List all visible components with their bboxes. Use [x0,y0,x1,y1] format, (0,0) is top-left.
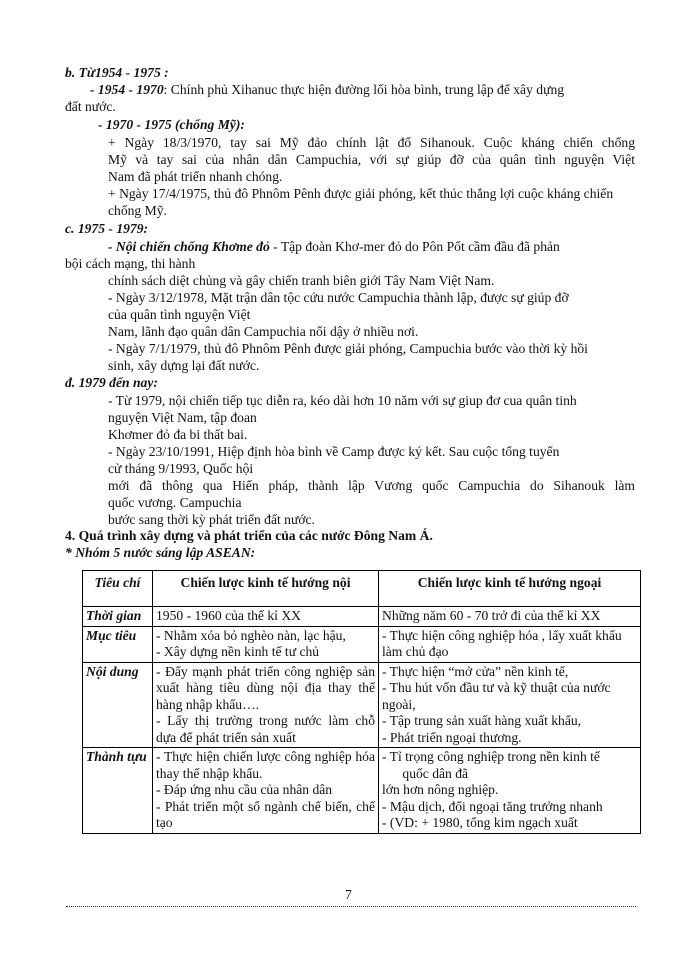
cell-line: - Nhằm xóa bỏ nghèo nàn, lạc hậu, [156,627,346,643]
row-inward [153,748,379,834]
cell-line: - Tập trung sản xuất hàng xuất khẩu, [382,713,582,728]
cell-line: - Phát triển một số ngành chế biến, chế tạo [156,798,375,830]
row-outward [379,607,641,627]
section-c-line4: - Ngày 3/12/1978, Mặt trận dân tộc cứu nước Campuchia thành lập, được sự giúp đỡ [108,290,569,305]
row-inward [153,607,379,627]
section-b-p1 [90,81,635,98]
cell-line: - Tỉ trọng công nghiệp trong nền kinh tế [382,749,600,764]
section-b-p1-line2: đất nước. [65,99,116,114]
header-criterion: Tiêu chí [83,571,153,607]
cell-line: 1950 - 1960 của thế kỉ XX [156,608,301,623]
section-d-line7: quốc vương. Campuchia [108,495,242,510]
section-4-subheading: * Nhóm 5 nước sáng lập ASEAN: [65,545,256,560]
cell-line: - Lấy thị trường trong nước làm chỗ dựa để phát triển sản xuất [156,713,375,745]
table-header-row [83,571,641,607]
section-b-p2-label: - 1970 - 1975 (chống Mỹ): [98,117,245,132]
section-d-heading: đ. 1979 đến nay: [65,375,158,390]
strategy-comparison-table [82,570,641,834]
section-c-line5: của quân tình nguyện Việt [108,307,251,322]
header-outward: Chiến lược kinh tế hướng ngoại [379,571,641,607]
section-b-p2-line2: Mỹ và tay sai của nhân dân Campuchia, với sự giúp đỡ của quân tình nguyện Việt [108,152,635,167]
cell-line: - Đẩy mạnh phát triển công nghiệp sản xuất hàng tiêu dùng nội địa thay thế hàng nhập khẩu…. [156,663,375,712]
section-d-line1: - Từ 1979, nội chiến tiếp tục diễn ra, kéo dài hơn 10 năm với sự giup đơ cua quân tinh [108,393,577,408]
section-b-p2-line3: Nam đã phát triển nhanh chóng. [108,169,283,184]
table-row [83,607,641,627]
header-inward: Chiến lược kinh tế hướng nội [153,571,379,607]
cell-line: - (VD: + 1980, tổng kim ngạch xuất [382,815,578,830]
cell-line: - Xây dựng nền kinh tế tư chủ [156,644,320,659]
cell-line: - Đáp ứng nhu cầu của nhân dân [156,782,333,797]
section-b-heading: b. Từ1954 - 1975 : [65,65,169,80]
table-row [83,748,641,834]
row-inward [153,626,379,662]
section-d-line8: bước sang thời kỳ phát triển đất nước. [108,512,315,527]
section-c-line7: - Ngày 7/1/1979, thủ đô Phnôm Pênh được giải phóng, Campuchia bước vào thời kỳ hồi [108,341,588,356]
row-criterion: Thành tựu [83,748,153,834]
cell-line: - Thực hiện chiến lược công nghiệp hóa thay thế nhập khẩu. [156,749,375,781]
table-row [83,662,641,748]
cell-line: - Thu hút vốn đầu tư và kỹ thuật của nước ngoài, [382,680,611,712]
row-criterion: Mục tiêu [83,626,153,662]
section-b-p2-line5: chống Mỹ. [108,203,167,218]
section-c-line1 [108,238,635,255]
section-d-line6: mới đã thông qua Hiến pháp, thành lập Vương quốc Campuchia do Sihanouk làm [108,478,635,493]
page-number: 7 [345,887,352,902]
section-d-line2: nguyện Việt Nam, tập đoan [108,410,257,425]
section-c-line1-text: - Tập đoàn Khơ-mer đỏ do Pôn Pốt cầm đầu đã phản [269,239,560,254]
cell-line: - Phát triển ngoại thương. [382,729,522,745]
row-outward [379,748,641,834]
section-c-line3: chính sách diệt chủng và gây chiến tranh biên giới Tây Nam Việt Nam. [108,273,495,288]
row-criterion: Nội dung [83,662,153,748]
row-criterion: Thời gian [83,607,153,627]
section-b-p2-line1: + Ngày 18/3/1970, tay sai Mỹ đảo chính lật đổ Sihanouk. Cuộc kháng chiến chống [108,135,635,150]
section-4-heading: 4. Quá trình xây dựng và phát triển của các nước Đông Nam Á. [65,528,433,543]
row-outward [379,662,641,748]
section-c-line8: sinh, xây dựng lại đất nước. [108,358,260,373]
row-inward [153,662,379,748]
table-row [83,626,641,662]
section-d-line3: Khơmer đỏ đa bi thất bai. [108,427,248,442]
cell-line: - Thực hiện “mở cửa” nền kinh tế, [382,663,569,679]
cell-line: quốc dân đã [382,765,469,781]
cell-line: - Thực hiện công nghiệp hóa , lấy xuất khẩu làm chủ đạo [382,627,622,659]
section-d-line4: - Ngày 23/10/1991, Hiệp định hòa bình về Camp được ký kết. Sau cuộc tổng tuyển [108,444,560,459]
section-c-line6: Nam, lãnh đạo quân dân Campuchia nổi dậy ở nhiều nơi. [108,324,419,339]
section-b-p1-text: : Chính phủ Xihanuc thực hiện đường lối hòa bình, trung lập để xây dựng [163,82,565,97]
row-outward [379,626,641,662]
section-c-label: - Nội chiến chống Khơme đỏ [108,239,270,254]
section-c-heading: c. 1975 - 1979: [65,221,149,236]
section-b-p2-line4: + Ngày 17/4/1975, thủ đô Phnôm Pênh được giải phóng, kết thúc thắng lợi cuộc kháng chiến [108,186,614,201]
section-b-p1-label: - 1954 - 1970 [90,82,164,97]
section-c-line2: bội cách mạng, thi hành [65,256,196,271]
section-d-line5: cử tháng 9/1993, Quốc hội [108,461,254,476]
cell-line: Những năm 60 - 70 trở đi của thế kỉ XX [382,608,601,623]
cell-line: lớn hơn nông nghiệp. [382,782,499,797]
cell-line: - Mậu dịch, đối ngoại tăng trưởng nhanh [382,798,603,814]
